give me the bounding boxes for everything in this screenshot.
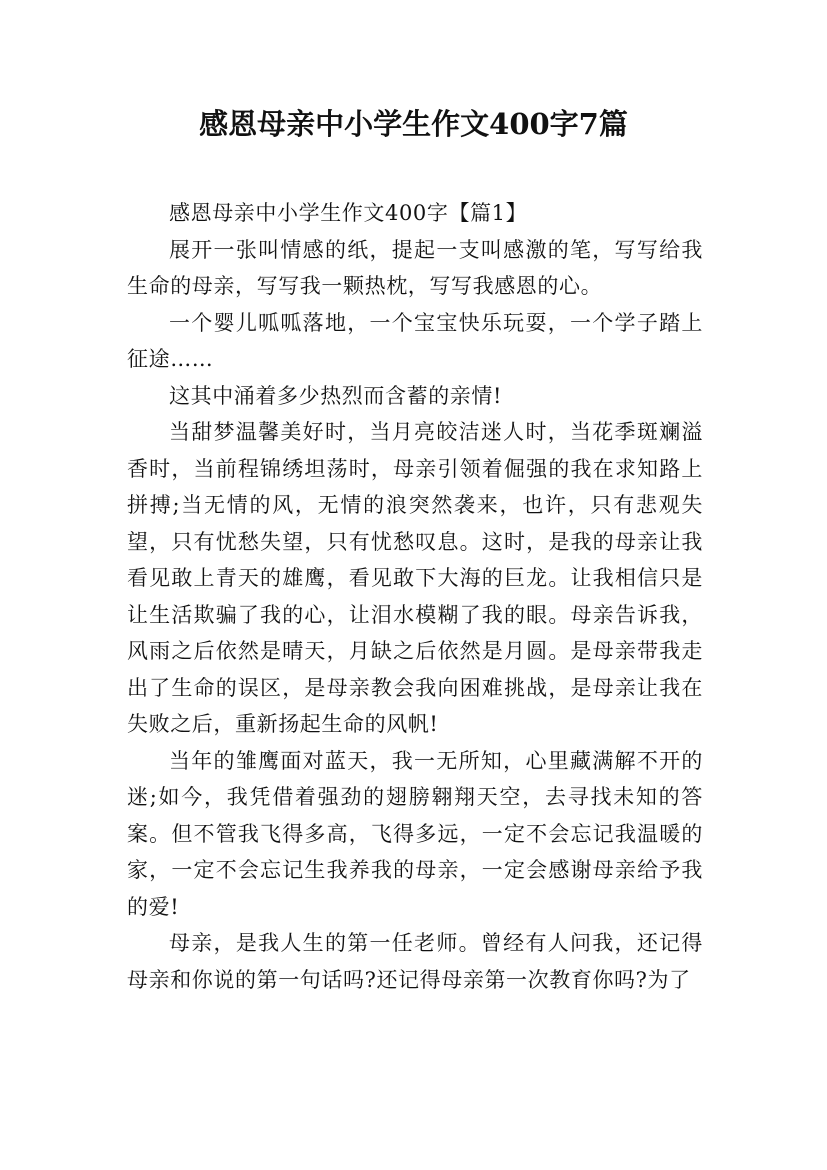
paragraph: 当年的雏鹰面对蓝天，我一无所知，心里藏满解不开的迷;如今，我凭借着强劲的翅膀翱翔天空，去寻找未知的答案。但不管我飞得多高，飞得多远，一定不会忘记我温暖的家，一定不会忘记生我养我的母亲，一定会感谢母亲给予我的爱! [127, 748, 703, 919]
section-heading: 感恩母亲中小学生作文400字【篇1】 [169, 201, 528, 225]
document-body [127, 195, 703, 998]
paragraph: 当甜梦温馨美好时，当月亮皎洁迷人时，当花季斑斓溢香时，当前程锦绣坦荡时，母亲引领着倔强的我在求知路上拼搏;当无情的风，无情的浪突然袭来，也许，只有悲观失望，只有忧愁失望，只有忧愁叹息。这时，是我的母亲让我看见敢上青天的雄鹰，看见敢下大海的巨龙。让我相信只是让生活欺骗了我的心，让泪水模糊了我的眼。母亲告诉我，风雨之后依然是晴天，月缺之后依然是月圆。是母亲带我走出了生命的误区，是母亲教会我向困难挑战，是母亲让我在失败之后，重新扬起生命的风帆! [127, 420, 703, 736]
paragraph: 母亲，是我人生的第一任老师。曾经有人问我，还记得母亲和你说的第一句话吗?还记得母亲第一次教育你吗?为了 [127, 931, 703, 992]
paragraph: 展开一张叫情感的纸，提起一支叫感激的笔，写写给我生命的母亲，写写我一颗热枕，写写我感恩的心。 [127, 237, 703, 298]
paragraph: 一个婴儿呱呱落地，一个宝宝快乐玩耍，一个学子踏上征途…… [127, 310, 703, 371]
document-title: 感恩母亲中小学生作文400字7篇 [199, 107, 628, 141]
paragraph: 这其中涌着多少热烈而含蓄的亲情! [169, 383, 503, 408]
